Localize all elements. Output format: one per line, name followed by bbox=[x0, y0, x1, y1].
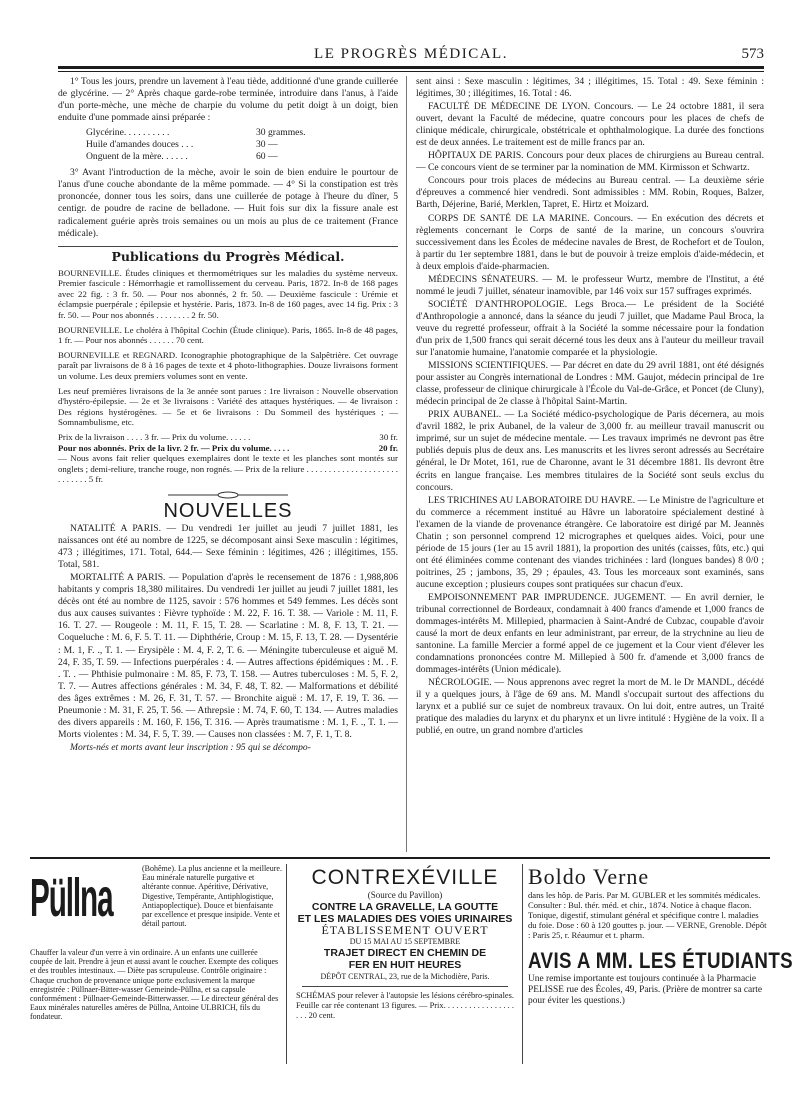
ad-text: Une remise importante est toujours continuée à la Pharmacie PELISSE rue des Écoles, 49, Paris. (Prière de montrer sa carte pour éviter les questions.) bbox=[528, 974, 763, 1006]
publication-entry: Les neuf premières livraisons de la 3e année sont parues : 1re livraison : Nouvelle observation d'hystéro-épilepsie. — 2e et 3e livraisons : Variété des attaques hystériques. — 4e livraison : Des régions hystérogènes. — 5e et 6e livraisons : Du Sommeil des hystériques ; — Somnambulisme, etc. bbox=[58, 385, 398, 428]
paragraph: MORTALITÉ A PARIS. — Population d'après le recensement de 1876 : 1,988,806 habitants y compris 18,380 militaires. Du vendredi 1er juillet au jeudi 7 juillet 1881, les décès ont été au nombre de 1125, savoir : 576 hommes et 549 femmes. Les décès sont dus aux causes suivantes : Fièvre typhoïde : M. 22, F. 16. T. 38. — Variole : M. 11, F. 16. T. 27. — Rougeole : M. 11, F. 15, T. 28. — Scarlatine : M. 8, F. 13, T. 21. — Coqueluche : M. 6, F. 5. T. 11. — Diphthérie, Croup : M. 15, F. 13, T. 28. — Dysentérie : M. 1, F. ., T. 1. — Erysipèle : M. 4, F. 2, T. 6. — Méningite tuberculeuse et aiguë M. 24, F. 35, T. 59. — Infections puerpérales : 4. — Autres affections épidémiques : M. . F. . T. . — Phthisie pulmonaire : M. 85, F. 73, T. 158. — Autres tuberculoses : M. 5, F. 2, T. 7. — Autres affections générales : M. 34, F. 48, T. 82. — Malformations et débilité des âges extrêmes : M. 26, F. 31, T. 57. — Bronchite aiguë : M. 17, F. 19, T. 36. — Pneumonie : M. 31, F. 25, T. 56. — Athrepsie : M. 74, F. 60, T. 134. — Autres maladies des divers appareils : M. 160, F. 156, T. 316. — Après traumatisme : M. 1, F. ., T. 1. — Morts violentes : M. 34, F. 5, T. 39. — Causes non classées : M. 7, F. 1, T. 8. bbox=[58, 572, 398, 740]
recipe-list bbox=[86, 127, 326, 163]
paragraph: LES TRICHINES AU LABORATOIRE DU HAVRE. — Le Ministre de l'agriculture et du commerce a récemment institué au Hâvre un laboratoire spécialement destiné à l'examen de la viande de provenance étrangère. Ce laboratoire est dirigé par M. Jeannès Chatin ; son personnel comprend 12 micrographes et quelques aides. Voici, pour une période de 15 jours (1er au 15 avril 1881), la proportion des unités (caisses, fûts, etc.) qui ont été éliminées comme contenant des viandes trichinées : lard (longues bandes) 8 0/0 ; poitrines, 25 ; jambons, 35, 29 ; épaules, 43. Tous les morceaux sont examinés, sans aucune exception ; plusieurs coupes sont pratiquées sur chacun d'eux. bbox=[416, 494, 764, 590]
ad-text: (Bohême). La plus ancienne et la meilleure. Eau minérale naturelle purgative et altérante connue. Apéritive, Dérivative, Digestive, Tempérante, Antiphlogistique, Antiapoplectique). Douce et bienfaisante par excellence et presque insipide. Vente et détail partout. bbox=[142, 864, 282, 929]
publication-entry: BOURNEVILLE et REGNARD. Iconographie photographique de la Salpêtrière. Cet ouvrage paraît par livraisons de 8 à 16 pages de texte et 4 photo-lithographies. Douze livraisons forment un volume. Les deux premiers volumes sont en vente. bbox=[58, 349, 398, 381]
ad-title: AVIS A MM. LES ÉTUDIANTS bbox=[528, 948, 794, 973]
publication-entry: — Nous avons fait relier quelques exemplaires dont le texte et les planches sont montés sur onglets ; demi-reliure, tranche rouge, non rognés. — Prix de la reliure . . . . . . . . . . . . . . . . . . . . . . . . . . . . 5 fr. bbox=[58, 453, 398, 485]
ad-line: DU 15 MAI AU 15 SEPTEMBRE bbox=[349, 937, 461, 946]
ad-divider bbox=[302, 986, 508, 987]
recipe-row: Huile d'amandes douces . . . 30 — bbox=[86, 139, 278, 151]
pullna-logo: Püllna bbox=[30, 868, 113, 928]
pullna-advertisement bbox=[30, 864, 282, 1074]
ad-line: DÉPÔT CENTRAL, 23, rue de la Michodière, Paris. bbox=[320, 972, 490, 981]
price-row: Pour nos abonnés. Prix de la livr. 2 fr. — Prix du volume. . . . . 20 fr. bbox=[58, 442, 398, 453]
publication-entry: BOURNEVILLE. Le choléra à l'hôpital Cochin (Étude clinique). Paris, 1865. In-8 de 48 pages, 1 fr. — Pour nos abonnés . . . . . . 70 cent. bbox=[58, 324, 398, 346]
paragraph: EMPOISONNEMENT PAR IMPRUDENCE. JUGEMENT. — En avril dernier, le tribunal correctionnel de Bordeaux, condamnait à 400 francs d'amende et 1,000 francs de dommages-intérêts M. Millepied, pharmacien à Saint-André de Cubzac, coupable d'avoir causé la mort de deux enfants en leur administrant, par erreur, de la strychnine au lieu de santonine. La famille Mercier a formé appel de ce jugement et la Cour vient d'élever les condamnations prononcées contre M. Millepied à 500 fr. d'amende et 3,000 francs de dommages-intérêts (Union médicale). bbox=[416, 591, 764, 676]
price-row: Prix de la livraison . . . . 3 fr. — Prix du volume. . . . . . 30 fr. bbox=[58, 431, 398, 442]
paragraph: MÉDECINS SÉNATEURS. — M. le professeur Wurtz, membre de l'Institut, a été nommé le jeudi 7 juillet, sénateur inamovible, par 146 voix sur 157 suffrages exprimés. bbox=[416, 273, 764, 297]
paragraph: HÔPITAUX DE PARIS. Concours pour deux places de chirurgiens au Bureau central. — Ce concours vient de se terminer par la nomination de MM. Kirmisson et Schwartz. bbox=[416, 150, 764, 174]
ad-separator bbox=[286, 864, 287, 1064]
recipe-row: Glycérine. . . . . . . . . . 30 grammes. bbox=[86, 127, 306, 139]
paragraph: CORPS DE SANTÉ DE LA MARINE. Concours. — En exécution des décrets et règlements concernant le Corps de santé de la marine, un concours s'ouvrira successivement dans les Écoles de médecine navales de Brest, de Rochefort et de Toulon, à partir du 1er septembre 1881, dans le but de pouvoir à treize emplois d'aide-médecin, et à deux emplois d'aide-pharmacien. bbox=[416, 212, 764, 272]
paragraph: SOCIÉTÉ D'ANTHROPOLOGIE. Legs Broca.— Le président de la Société d'Anthropologie a annoncé, dans la séance du jeudi 7 juillet, que Madame Paul Broca, la veuve du regretté professeur, offrait à la Société la somme nécessaire pour la fondation d'un prix de 1,500 francs qui serait décerné tous les deux ans à l'auteur du meilleur travail sur l'anatomie humaine, l'anatomie comparée et la physiologie. bbox=[416, 298, 764, 359]
ad-text: SCHÉMAS pour relever à l'autopsie les lésions cérébro-spinales. Feuille car rée contenant 13 figures. — Prix. . . . . . . . . . . . . . . . . . . . 20 cent. bbox=[296, 991, 514, 1020]
publications-heading: Publications du Progrès Médical. bbox=[58, 246, 398, 263]
header-rule-thin bbox=[58, 71, 764, 72]
column-separator bbox=[406, 76, 407, 852]
left-column bbox=[58, 76, 398, 755]
ad-line: ÉTABLISSEMENT OUVERT bbox=[321, 923, 489, 937]
ad-line: FER EN HUIT HEURES bbox=[348, 959, 462, 971]
ad-line: CONTRE LA GRAVELLE, LA GOUTTE bbox=[311, 901, 499, 913]
boldo-verne-advertisement bbox=[528, 864, 794, 1074]
ad-title: CONTREXÉVILLE bbox=[311, 866, 499, 889]
contrexeville-advertisement bbox=[292, 864, 518, 1074]
right-column bbox=[416, 76, 764, 739]
paragraph: NATALITÉ A PARIS. — Du vendredi 1er juillet au jeudi 7 juillet 1881, les naissances ont été au nombre de 1225, se décomposant ainsi Sexe masculin : légitimes, 473 ; illégitimes, 171. Total, 644.— Sexe féminin : légitimes, 426 ; illégitimes, 155. Total, 581. bbox=[58, 523, 398, 571]
journal-title: LE PROGRÈS MÉDICAL. bbox=[314, 46, 508, 62]
ad-line: TRAJET DIRECT EN CHEMIN DE bbox=[323, 947, 487, 959]
ad-line: ET LES MALADIES DES VOIES URINAIRES bbox=[297, 913, 513, 925]
paragraph: sent ainsi : Sexe masculin : légitimes, 34 ; illégitimes, 15. Total : 49. Sexe féminin : légitimes, 30 ; illégitimes, 16. Total : 46. bbox=[416, 76, 764, 100]
publication-entry: BOURNEVILLE. Études cliniques et thermométriques sur les maladies du système nerveux. Premier fascicule : Hémorrhagie et ramollissement du cerveau. Paris, 1872. In-8 de 168 pages avec 22 fig. : 3 fr. 50. — Pour nos abonnés, 2 fr. 50. — Deuxième fascicule : Urémie et éclampsie puerpérale ; épilepsie et hystérie. Paris, 1873. In-8 de 160 pages, avec 14 fig. Prix : 3 fr. 50. — Pour nos abonnés . . . . . . . . 2 fr. 50. bbox=[58, 267, 398, 321]
ad-text: Chauffer la valeur d'un verre à vin ordinaire. A un enfants une cuillerée coupée de lait. Prendre à jeun et aussi avant le coucher. Exempte des coliques et des troubles intestinaux. — Diète pas scrupuleuse. Contrôle originaire : Chaque cruchon de provenance unique porte exclusivement la marque enregistrée : Püllnaer-Bitter-wasser Gemeinde-Püllna, et sa capsule conformément : Püllnaer-Gemeinde-Bitterwasser. — Le directeur général des Eaux minérales naturelles amères de Püllna, Antoine ULBRICH, fils du fondateur. bbox=[30, 948, 279, 1022]
page-number: 573 bbox=[741, 46, 764, 62]
paragraph: FACULTÉ DE MÉDECINE DE LYON. Concours. — Le 24 octobre 1881, il sera ouvert, devant la Faculté de médecine, quatre concours pour les places de chefs de clinique médicale, chirurgicale, obstétricale et ophthalmologique. La durée des fonctions est de deux années. Le traitement est de mille francs par an. bbox=[416, 101, 764, 149]
page-header bbox=[58, 46, 764, 66]
paragraph: Morts-nés et morts avant leur inscription : 95 qui se décompo- bbox=[70, 741, 311, 753]
paragraph: Concours pour trois places de médecins au Bureau central. — La deuxième série d'épreuves a commencé hier vendredi. Sont admissibles : MM. Robin, Roques, Balzer, Barth, Déjerine, Barié, Merklen, Tapret, E. Hirtz et Moizard. bbox=[416, 175, 764, 211]
ad-text: dans les hôp. de Paris. Par M. GUBLER et les sommités médicales. Consulter : Bul. thér. méd. et chir., 1874. Notice à chaque flacon. Tonique, digestif, stimulant général et spécifique contre l. maladies du foie. Dose : 60 à 120 gouttes p. jour. — VERNE, Grenoble. Dépôt : Paris 25, r. Réaumur et t. pharm. bbox=[528, 890, 767, 940]
paragraph: PRIX AUBANEL. — La Société médico-psychologique de Paris décernera, au mois d'avril 1882, le prix Aubanel, de la valeur de 3,000 fr. au meilleur travail manuscrit ou imprimé, sur un sujet de médecine mentale. — Les travaux imprimés ne devront pas être publiés depuis plus de deux ans. Les manuscrits et les livres seront adressés au Secrétaire général, le Dr Motet, 161, rue de Charonne, avant le 31 décembre 1881. Ils devront être écrits en langue française. Les membres titulaires de la Société sont seuls exclus du concours. bbox=[416, 409, 764, 493]
header-rule bbox=[58, 66, 764, 69]
ad-subtitle: (Source du Pavillon) bbox=[367, 890, 443, 900]
section-heading: NOUVELLES bbox=[163, 499, 293, 522]
paragraph: 3° Avant l'introduction de la mèche, avoir le soin de bien enduire le pourtour de l'anus d'une couche abondante de la même pommade. — 4° Si la constipation est très prononcée, donner tous les soirs, dans une cuillerée de potage à l'heure du dîner, 5 centigr. de poudre de racine de belladone. — Huit fois sur dix la fissure anale est radicalement guérie après trois semaines ou un mois au plus de ce traitement (France médicale). bbox=[58, 167, 398, 239]
ad-separator bbox=[522, 864, 523, 1064]
paragraph: MISSIONS SCIENTIFIQUES. — Par décret en date du 29 avril 1881, ont été désignés pour assister au Congrès international de Londres : MM. Gaujot, médecin principal de 1re classe, professeur de clinique chirurgicale à l'École du Val-de-Grâce, et Poncet (de Cluny), médecin principal de 2e classe à l'hôpital Saint-Martin. bbox=[416, 360, 764, 408]
ads-rule bbox=[30, 857, 770, 859]
paragraph: 1° Tous les jours, prendre un lavement à l'eau tiède, additionné d'une grande cuillerée de glycérine. — 2° Après chaque garde-robe terminée, introduire dans l'anus, à l'aide d'un porte-mèche, une mèche de charpie du volume du petit doigt à un doigt, bien enduite d'une pommade ainsi préparée : bbox=[58, 76, 398, 124]
ad-title: Boldo Verne bbox=[528, 864, 650, 889]
recipe-row: Onguent de la mère. . . . . . 60 — bbox=[86, 151, 278, 163]
paragraph: NÉCROLOGIE. — Nous apprenons avec regret la mort de M. le Dr MANDL, décédé il y a quelques jours, à l'âge de 69 ans. M. Mandl s'occupait surtout des affections du larynx et a publié sur ce sujet de nombreux travaux. On lui doit, entre autres, un Traité pratique des maladies du larynx et du pharynx et un livre intitulé : Hygiène de la voix. Il a publié, en outre, un grand nombre d'articles bbox=[416, 677, 764, 737]
